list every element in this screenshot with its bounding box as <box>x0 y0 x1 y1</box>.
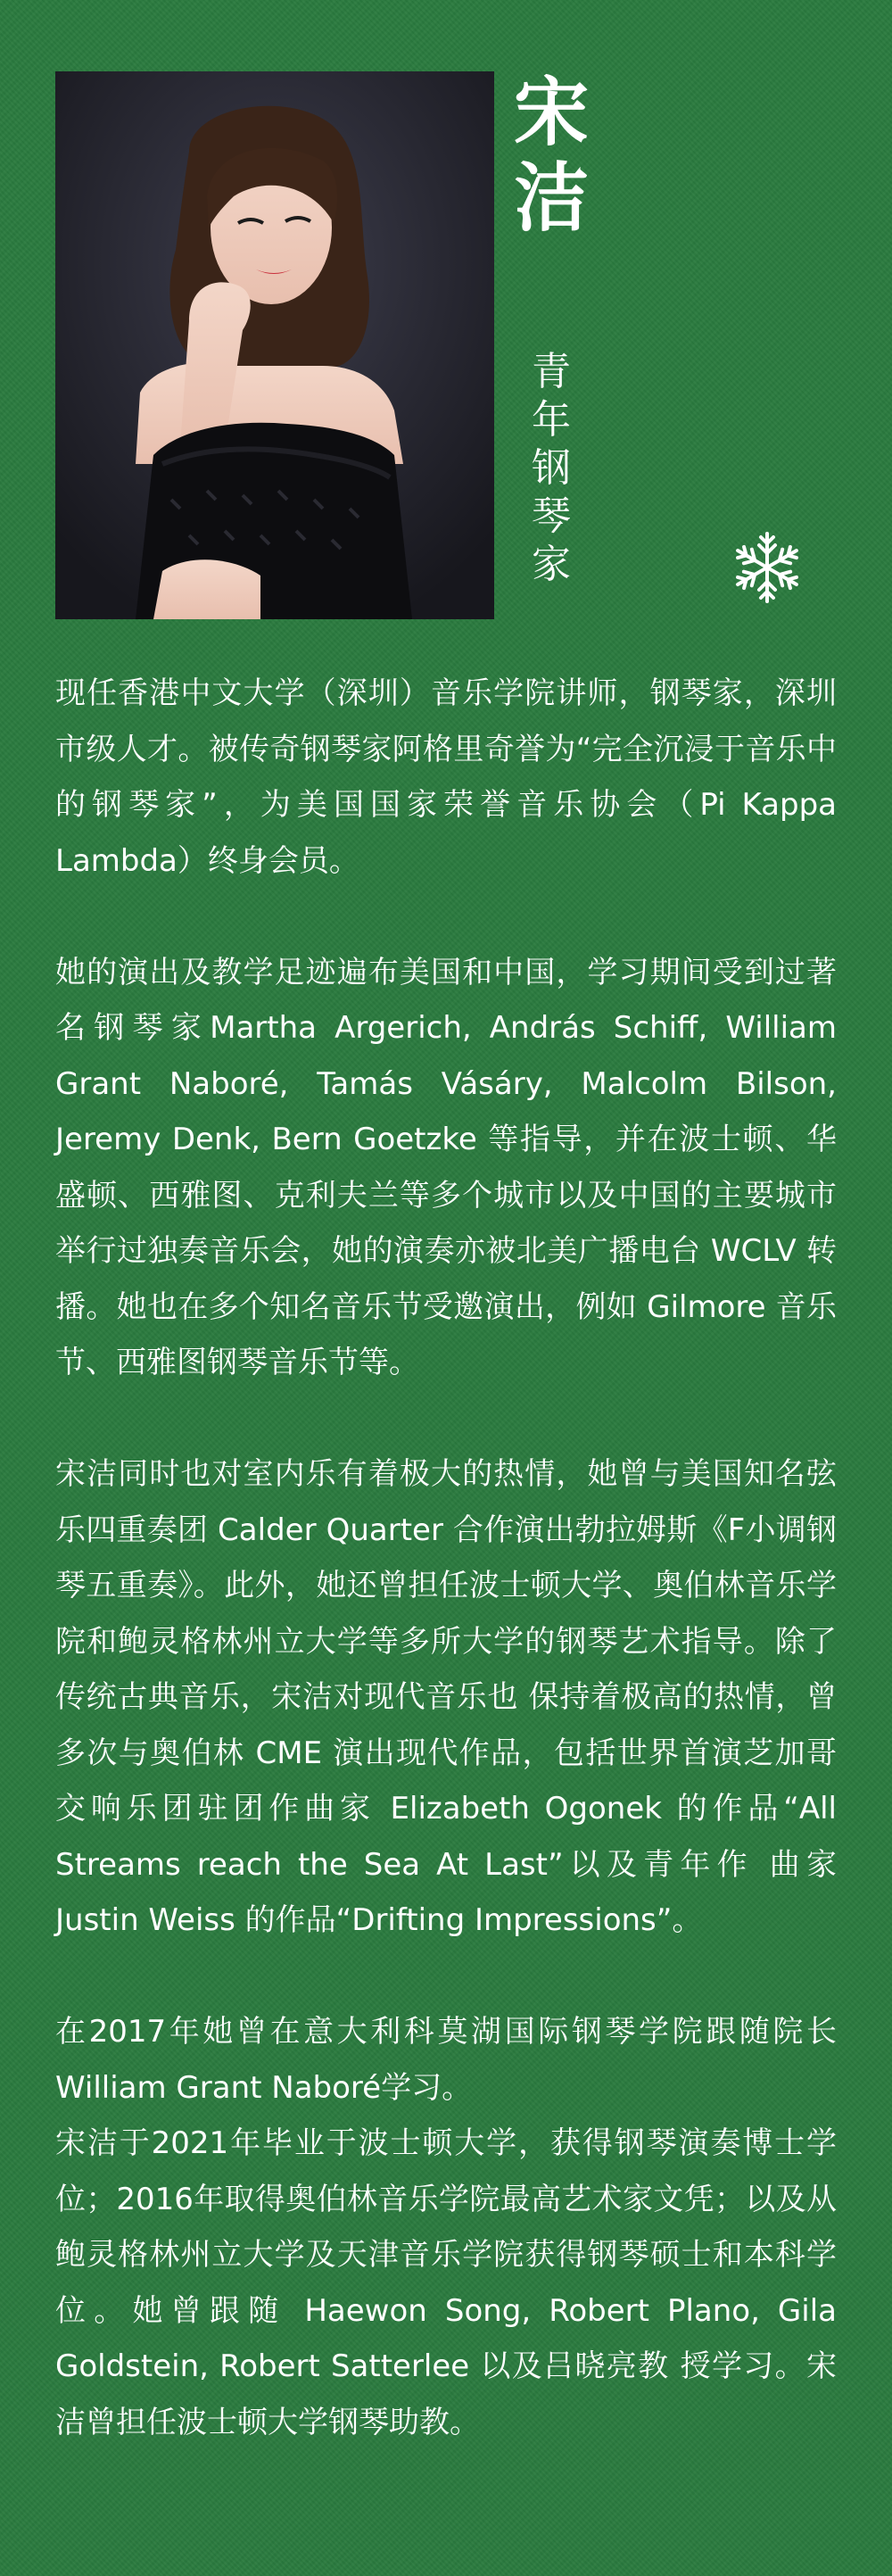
biography <box>55 666 837 2450</box>
paragraph-spacer <box>55 1391 837 1447</box>
bio-paragraph: 在2017年她曾在意大利科莫湖国际钢琴学院跟随院长William Grant Naboré学习。 <box>55 2014 837 2106</box>
title-char: 年 <box>532 397 571 443</box>
title-char: 钢 <box>532 445 571 491</box>
snowflake-icon <box>730 530 805 605</box>
paragraph-spacer <box>55 1949 837 2005</box>
bio-paragraph: 她的演出及教学足迹遍布美国和中国，学习期间受到过著名钢琴家Martha Argerich, András Schiff, William Grant Naboré, Tamás Vásáry, Malcolm Bilson, Jeremy Denk, Bern Goetzke 等指导，并在波士顿、华盛顿、西雅图、克利夫兰等多个城市以及中国的主要城市举行过独奏音乐会，她的演奏亦被北美广播电台 WCLV 转播。她也在多个知名音乐节受邀演出，例如 Gilmore 音乐节、西雅图钢琴音乐节等。 <box>55 954 837 1380</box>
bio-paragraph: 现任香港中文大学（深圳）音乐学院讲师，钢琴家，深圳市级人才。被传奇钢琴家阿格里奇誉为“完全沉浸于音乐中的钢琴家”，为美国国家荣誉音乐协会（Pi Kappa Lambda）终身会员。 <box>55 675 837 879</box>
name-char: 洁 <box>513 154 589 242</box>
title-char: 青 <box>532 349 571 394</box>
person-title <box>524 348 578 589</box>
bio-paragraph: 宋洁同时也对室内乐有着极大的热情，她曾与美国知名弦乐四重奏团 Calder Quarter 合作演出勃拉姆斯《F小调钢琴五重奏》。此外，她还曾担任波士顿大学、奥伯林音乐学院和鲍灵格林州立大学等多所大学的钢琴艺术指导。除了传统古典音乐，宋洁对现代音乐也 保持着极高的热情，曾多次与奥伯林 CME 演出现代作品，包括世界首演芝加哥交响乐团驻团作曲家 Elizabeth Ogonek 的作品“All Streams reach the Sea At Last”以及青年作 曲家 Justin Weiss 的作品“Drifting Impressions”。 <box>55 1456 837 1938</box>
bio-paragraph: 宋洁于2021年毕业于波士顿大学，获得钢琴演奏博士学位；2016年取得奥伯林音乐学院最高艺术家文凭；以及从鲍灵格林州立大学及天津音乐学院获得钢琴硕士和本科学位。她曾跟随 Haewon Song, Robert Plano, Gila Goldstein, Robert Satterlee 以及吕晓亮教 授学习。宋洁曾担任波士顿大学钢琴助教。 <box>55 2125 837 2440</box>
name-char: 宋 <box>513 69 589 156</box>
title-char: 家 <box>532 542 571 587</box>
portrait-photo <box>55 71 494 619</box>
title-char: 琴 <box>532 493 571 539</box>
portrait-illustration <box>55 71 494 619</box>
person-name <box>507 70 596 241</box>
paragraph-spacer <box>55 889 837 945</box>
